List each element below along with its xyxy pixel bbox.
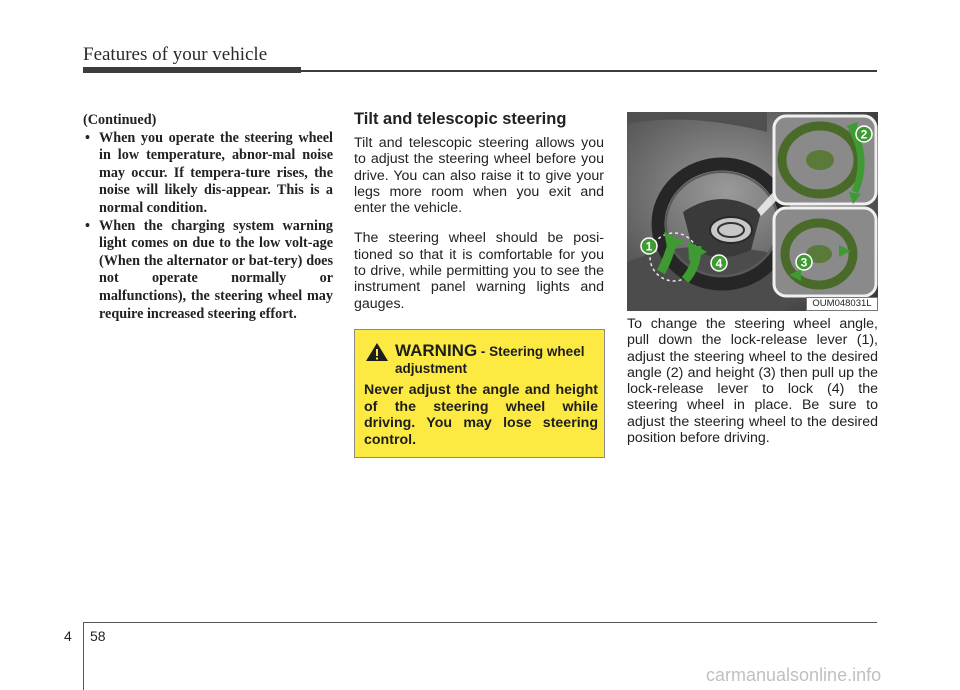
section-title: Tilt and telescopic steering (354, 110, 567, 128)
paragraph-position: The steering wheel should be posi-tioned so that it is comfortable for you to drive, while permitting you to see the instrument panel warning lights and gauges. (354, 230, 604, 312)
warning-body: Never adjust the angle and height of the steering wheel while driving. You may lose steering control. (364, 382, 598, 448)
illustration-drawing (627, 112, 878, 311)
bullet-item-charging-warning: • When the charging system warning light comes on due to the low volt-age (When the alternator or bat-tery) does not operate normally or malfunctions), the steering wheel may require increased steering effort. (83, 218, 333, 324)
callout-2 (856, 126, 872, 142)
warning-heading (395, 342, 600, 377)
warning-box (354, 329, 605, 458)
warning-subtitle: - Steering wheel adjustment (395, 344, 585, 376)
header-rule-thick (83, 67, 301, 73)
middle-column (354, 110, 604, 326)
callout-1 (641, 238, 657, 254)
page-number: 58 (90, 628, 106, 644)
svg-text:1: 1 (645, 239, 653, 254)
steering-wheel-illustration (627, 112, 878, 311)
continued-label: (Continued) (83, 112, 157, 128)
paragraph-intro: Tilt and telescopic steering allows you to adjust the steering wheel before you drive. You can also raise it to give your legs more room when you exit and enter the vehicle. (354, 135, 604, 217)
footer-vertical-rule (83, 622, 84, 690)
paragraph-adjust-procedure: To change the steering wheel angle, pull down the lock-release lever (1), adjust the steering wheel to the desired angle (2) and height (3) then pull up the lock-release lever to lock (4) the steering wheel in place. Be sure to adjust the steering wheel to the desired position before driving. (627, 316, 878, 447)
bullet-list (83, 130, 333, 324)
warning-triangle-icon (365, 342, 389, 362)
page-header-title: Features of your vehicle (83, 44, 268, 65)
svg-text:4: 4 (715, 256, 723, 271)
callout-3 (796, 254, 812, 270)
inset-telescopic (774, 208, 876, 296)
svg-text:2: 2 (860, 127, 868, 142)
watermark-text: carmanualsonline.info (706, 665, 882, 685)
warning-label: WARNING (395, 341, 478, 360)
header-rule-thin (301, 70, 877, 72)
svg-text:3: 3 (800, 255, 808, 270)
callout-4 (711, 255, 727, 271)
left-column (83, 112, 333, 323)
figure-code: OUM048031L (806, 297, 878, 311)
right-column (627, 316, 878, 446)
bullet-item-low-temperature: • When you operate the steering wheel in low temperature, abnor-mal noise may occur. If tempera-ture rises, the noise will likely dis-appear. This is a normal condition. (83, 130, 333, 218)
footer-rule (83, 622, 877, 623)
chapter-number: 4 (64, 628, 72, 644)
